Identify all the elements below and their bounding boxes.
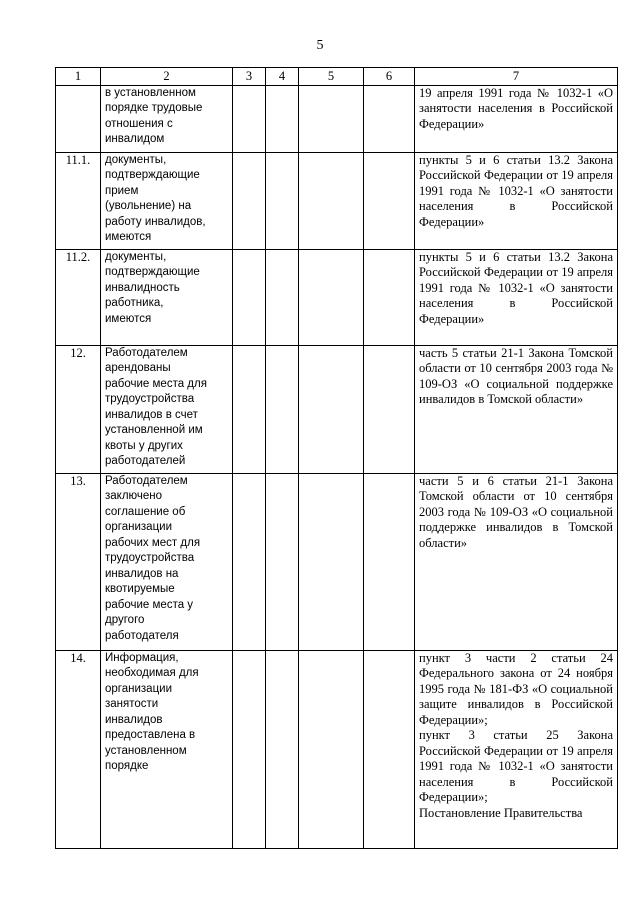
- empty-cell: [299, 249, 364, 345]
- legal-basis-text: 19 апреля 1991 года № 1032-1 «О занятости населения в Российской Федерации»: [419, 85, 613, 131]
- empty-cell: [364, 249, 415, 345]
- empty-cell: [364, 473, 415, 650]
- empty-cell: [233, 249, 266, 345]
- empty-cell: [299, 345, 364, 473]
- legal-basis-text: пункт 3 статьи 25 Закона Российской Федерации от 19 апреля 1991 года № 1032-1 «О занятости населения в Российской Федерации»;: [419, 728, 613, 804]
- legal-basis-cell: [415, 473, 618, 650]
- empty-cell: [266, 473, 299, 650]
- empty-cell: [266, 249, 299, 345]
- header-col-5: 5: [299, 68, 364, 86]
- legal-basis-text: пункт 3 части 2 статьи 24 Федерального закона от 24 ноября 1995 года № 181-ФЗ «О социальной защите инвалидов в Российской Федерации»;: [419, 650, 613, 727]
- empty-cell: [266, 345, 299, 473]
- empty-cell: [299, 152, 364, 249]
- row-number: 12.: [56, 345, 101, 473]
- empty-cell: [299, 473, 364, 650]
- checklist-table: [55, 67, 618, 849]
- legal-basis-cell: [415, 345, 618, 473]
- empty-cell: [364, 152, 415, 249]
- empty-cell: [364, 650, 415, 848]
- header-col-3: 3: [233, 68, 266, 86]
- requirement-cell: Информация, необходимая для организации занятости инвалидов предоставлена в установленном порядке: [101, 650, 233, 848]
- requirement-cell: Работодателем заключено соглашение об организации рабочих мест для трудоустройства инвалидов на квотируемые рабочие места у другого работодателя: [101, 473, 233, 650]
- table-row: [56, 152, 618, 249]
- header-col-6: 6: [364, 68, 415, 86]
- table-row: [56, 345, 618, 473]
- empty-cell: [299, 85, 364, 152]
- table-row: [56, 85, 618, 152]
- empty-cell: [364, 345, 415, 473]
- requirement-cell: документы, подтверждающие инвалидность работника, имеются: [101, 249, 233, 345]
- empty-cell: [233, 85, 266, 152]
- legal-basis-text: часть 5 статьи 21-1 Закона Томской области от 10 сентября 2003 года № 109-ОЗ «О социальной поддержке инвалидов в Томской области»: [419, 345, 613, 406]
- legal-basis-text: пункты 5 и 6 статьи 13.2 Закона Российской Федерации от 19 апреля 1991 года № 1032-1 «О занятости населения в Российской Федерации»: [419, 249, 613, 326]
- empty-cell: [364, 85, 415, 152]
- header-col-7: 7: [415, 68, 618, 86]
- empty-cell: [233, 152, 266, 249]
- legal-basis-text: Постановление Правительства: [419, 805, 583, 820]
- empty-cell: [233, 473, 266, 650]
- legal-basis-cell: [415, 85, 618, 152]
- row-number: 14.: [56, 650, 101, 848]
- empty-cell: [266, 85, 299, 152]
- legal-basis-text: части 5 и 6 статьи 21-1 Закона Томской области от 10 сентября 2003 года № 109-ОЗ «О социальной поддержке инвалидов в Томской области»: [419, 473, 613, 550]
- requirement-cell: Работодателем арендованы рабочие места для трудоустройства инвалидов в счет установленной им квоты у других работодателей: [101, 345, 233, 473]
- requirement-cell: документы, подтверждающие прием (увольнение) на работу инвалидов, имеются: [101, 152, 233, 249]
- header-row: [56, 68, 618, 86]
- legal-basis-text: пункты 5 и 6 статьи 13.2 Закона Российской Федерации от 19 апреля 1991 года № 1032-1 «О занятости населения в Российской Федерации»: [419, 152, 613, 229]
- row-number: 11.1.: [56, 152, 101, 249]
- empty-cell: [266, 152, 299, 249]
- header-col-1: 1: [56, 68, 101, 86]
- table-row: [56, 473, 618, 650]
- row-number: [56, 85, 101, 152]
- header-col-4: 4: [266, 68, 299, 86]
- requirement-cell: в установленном порядке трудовые отношения с инвалидом: [101, 85, 233, 152]
- legal-basis-cell: [415, 650, 618, 848]
- table-row: [56, 650, 618, 848]
- row-number: 13.: [56, 473, 101, 650]
- row-number: 11.2.: [56, 249, 101, 345]
- legal-basis-cell: [415, 152, 618, 249]
- page-number: 5: [316, 38, 324, 53]
- empty-cell: [299, 650, 364, 848]
- empty-cell: [233, 345, 266, 473]
- empty-cell: [233, 650, 266, 848]
- empty-cell: [266, 650, 299, 848]
- header-col-2: 2: [101, 68, 233, 86]
- legal-basis-cell: [415, 249, 618, 345]
- table-row: [56, 249, 618, 345]
